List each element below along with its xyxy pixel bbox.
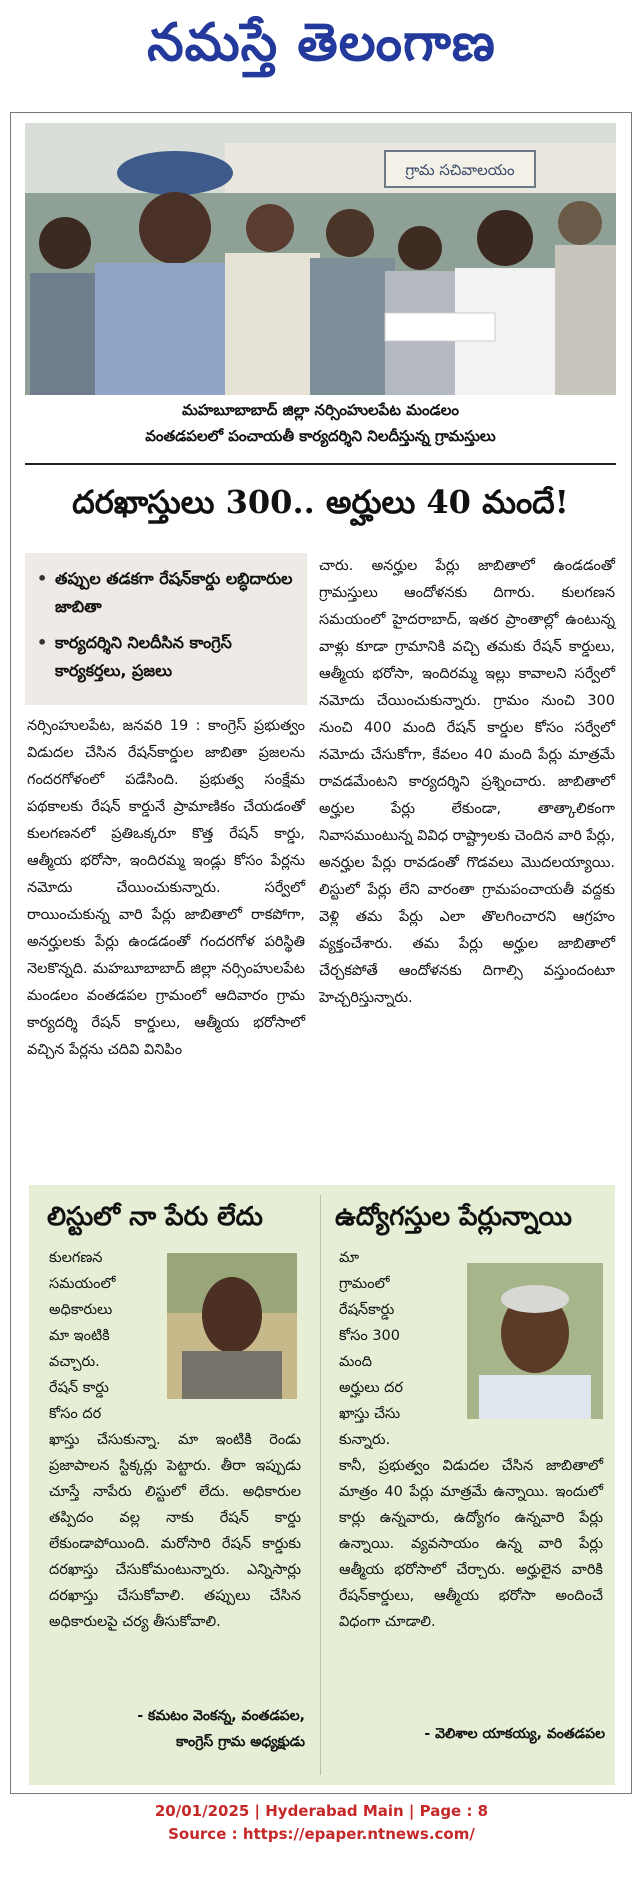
intro-line: మంది <box>339 1354 372 1370</box>
signature-line: - కమటం వెంకన్న, వంతడపల, <box>137 1708 305 1724</box>
signature-line: కాంగ్రెస్ గ్రామ అధ్యక్షుడు <box>176 1734 305 1750</box>
article-column-left: నర్సింహులపేట, జనవరి 19 : కాంగ్రెస్ ప్రభుత్వం విడుదల చేసిన రేషన్‌కార్డుల జాబితా ప్రజలను గందరగోళంలో పడేసింది. ప్రభుత్వ సంక్షేమ పథకాలకు రేషన్ కార్డునే ప్రామాణికం చేయడంతో కులగణనలో ప్రతిఒక్కరూ కొత్త రేషన్ కార్డు, ఆత్మీయ భరోసా, ఇందిరమ్మ ఇండ్లు కోసం పేర్లను నమోదు చేయించుకున్నారు. సర్వేలో రాయించుకున్న వారి పేర్లు జాబితాలో రాకపోగా, అనర్హులకు పేర్లు ఉండడంతో గందరగోళ పరిస్థితి నెలకొన్నది. మహబూబాబాద్ జిల్లా నర్సింహులపేట మండలం వంతడపల గ్రామంలో ఆదివారం గ్రామ కార్యదర్శి రేషన్ కార్డులు, ఆత్మీయ భరోసాలో వచ్చిన పేర్లను చదివి వినిపిం <box>27 718 305 1058</box>
intro-line: రేషన్‌కార్డు <box>339 1302 395 1318</box>
highlights-box <box>25 553 307 705</box>
footer-dateline: 20/01/2025 | Hyderabad Main | Page : 8 <box>154 1802 489 1820</box>
intro-line: వచ్చారు. <box>49 1354 100 1370</box>
right-quote-title: ఉద్యోగస్తుల పేర్లున్నాయి <box>335 1202 572 1232</box>
intro-line: రేషన్ కార్డు <box>49 1380 109 1396</box>
caption-rule <box>25 463 616 465</box>
intro-line: కోసం దర <box>49 1406 102 1422</box>
newspaper-logo: నమస్తే తెలంగాణ <box>147 12 496 73</box>
portrait-image <box>467 1263 603 1419</box>
headline: దరఖాస్తులు 300.. అర్హులు 40 మందే! <box>72 483 569 521</box>
intro-line: కులగణన <box>49 1250 103 1266</box>
sign-text: గ్రామ సచివాలయం <box>405 161 515 179</box>
footer-source[interactable]: Source : https://epaper.ntnews.com/ <box>168 1825 475 1843</box>
left-quote-portrait <box>167 1253 297 1399</box>
right-quote-intro <box>339 1245 439 1453</box>
sidebar-divider <box>320 1195 321 1775</box>
left-quote-intro <box>49 1245 159 1427</box>
caption-line-2: వంతడపలలో పంచాయతీ కార్యదర్శిని నిలదీస్తున్న గ్రామస్తులు <box>145 427 496 445</box>
portrait-image <box>167 1253 297 1399</box>
left-quote-title: లిస్టులో నా పేరు లేదు <box>47 1202 263 1232</box>
page-footer <box>0 1800 643 1846</box>
article-column-right: చారు. అనర్హుల పేర్లు జాబితాలో ఉండడంతో గ్రామస్తులు ఆందోళనకు దిగారు. కులగణన సమయంలో హైదరాబాద్, ఇతర ప్రాంతాల్లో ఉంటున్న వాళ్లు కూడా గ్రామానికి వచ్చి తమకు రేషన్ కార్డులు, ఆత్మీయ భరోసా, ఇందిరమ్మ ఇల్లు కావాలని సర్వేలో నమోదు చేయించుకున్నారు. గ్రామం నుంచి 300 నుంచి 400 మంది రేషన్ కార్డుల కోసం సర్వేలో నమోదు చేసుకోగా, కేవలం 40 మంది పేర్లు మాత్రమే రావడమేంటని కార్యదర్శిని ప్రశ్నించారు. జాబితాలో అర్హుల పేర్లు లేకుండా, తాత్కాలికంగా నివాసముంటున్న వివిధ రాష్ట్రాలకు చెందిన వారి పేర్లు, అనర్హుల పేర్లు రావడంతో గొడవలు మొదలయ్యాయి. లిస్టులో పేర్లు లేని వారంతా గ్రామపంచాయతీ వద్దకు వెళ్లి తమ పేర్లు ఎలా తొలగించారని ఆగ్రహం వ్యక్తంచేశారు. తమ పేర్లు అర్హుల జాబితాలో చేర్చకపోతే ఆందోళనకు దిగాల్సి వస్తుందంటూ హెచ్చరిస్తున్నారు. <box>319 558 615 1006</box>
intro-line: ఖాస్తు చేసు <box>339 1406 401 1422</box>
news-photo <box>25 123 616 395</box>
intro-line: అర్హులు దర <box>339 1380 403 1396</box>
left-quote-signature <box>43 1703 305 1755</box>
crowd-photo-illustration <box>25 123 616 395</box>
article-frame <box>10 112 632 1794</box>
intro-line: అధికారులు <box>49 1302 113 1318</box>
right-quote-body: కానీ, ప్రభుత్వం విడుదల చేసిన జాబితాలో మాత్రం 40 పేర్లు మాత్రమే ఉన్నాయి. ఇందులో కార్లు ఉన్నవారు, ఉద్యోగం ఉన్నవారి పేర్లు ఉన్నాయి. వ్యవసాయం ఉన్న వారి పేర్లు ఆత్మీయ భరోసాలో చేర్చారు. అర్హులైన వారికి రేషన్‌కార్డులు, ఆత్మీయ భరోసా అందించే విధంగా చూడాలి. <box>339 1458 603 1630</box>
intro-line: సమయంలో <box>49 1276 116 1292</box>
intro-line: కున్నారు. <box>339 1432 391 1448</box>
photo-caption <box>25 397 616 449</box>
intro-line: మా ఇంటికి <box>49 1328 110 1344</box>
right-quote-portrait <box>467 1263 603 1419</box>
highlight-item: • తప్పుల తడకగా రేషన్‌కార్డు లబ్ధిదారుల జాబితా <box>37 565 297 621</box>
right-quote-signature: - వెలిశాల యాకయ్య, వంతడపల <box>424 1726 605 1742</box>
intro-line: కోసం 300 <box>339 1328 401 1344</box>
highlight-item: • కార్యదర్శిని నిలదీసిన కాంగ్రెస్ కార్యకర్తలు, ప్రజలు <box>37 629 297 685</box>
quotes-sidebar <box>29 1185 615 1785</box>
caption-line-1: మహబూబాబాద్ జిల్లా నర్సింహులపేట మండలం <box>182 401 459 419</box>
intro-line: మా <box>339 1250 359 1266</box>
masthead <box>0 0 643 92</box>
intro-line: గ్రామంలో <box>339 1276 390 1292</box>
left-quote-body: ఖాస్తు చేసుకున్నా. మా ఇంటికి రెండు ప్రజాపాలన స్టిక్కర్లు పెట్టారు. తీరా ఇప్పుడు చూస్తే నాపేరు లిస్టులో లేదు. అధికారుల తప్పిదం వల్ల నాకు రేషన్ కార్డు లేకుండాపోయింది. మరోసారి రేషన్ కార్డుకు దరఖాస్తు చేసుకోమంటున్నారు. ఎన్నిసార్లు దరఖాస్తు చేసుకోవాలి. తప్పులు చేసిన అధికారులపై చర్య తీసుకోవాలి. <box>49 1432 301 1630</box>
